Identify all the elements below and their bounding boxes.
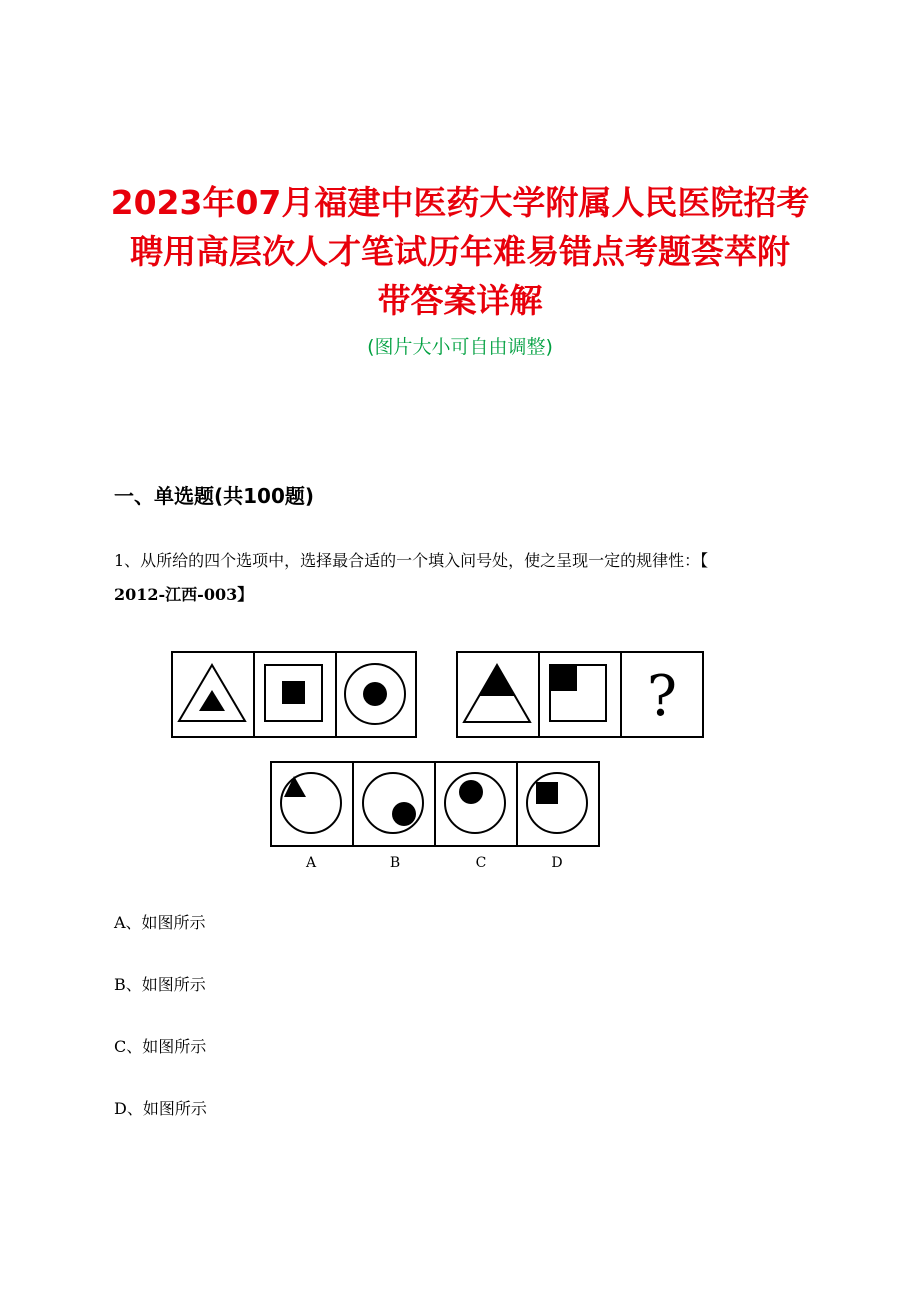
answer-option-c[interactable]: C、如图所示 — [114, 1037, 207, 1056]
title-line: 聘用高层次人才笔试历年难易错点考题荟萃附 — [130, 232, 790, 271]
option-a-circle — [281, 773, 341, 833]
question-stem: 1、从所给的四个选项中，选择最合适的一个填入问号处，使之呈现一定的规律性：【 — [114, 551, 709, 570]
black-triangle-shape — [479, 665, 515, 696]
answer-option-b[interactable]: B、如图所示 — [114, 975, 206, 994]
black-circle-shape — [363, 682, 387, 706]
black-square-shape — [550, 665, 577, 691]
option-c-mark — [459, 780, 483, 804]
black-square-shape — [282, 681, 305, 704]
option-b-circle — [363, 773, 423, 833]
title-line: 2023年07月福建中医药大学附属人民医院招考 — [110, 183, 810, 222]
option-label: A — [305, 855, 317, 871]
black-triangle-shape — [199, 690, 225, 711]
question-mark: ? — [646, 664, 678, 729]
answer-option-a[interactable]: A、如图所示 — [114, 913, 206, 932]
option-label: B — [389, 855, 401, 871]
subtitle-note: (图片大小可自由调整) — [367, 336, 553, 358]
title-line: 带答案详解 — [377, 281, 543, 320]
option-a-mark — [284, 776, 306, 797]
option-b-mark — [392, 802, 416, 826]
question-source: 2012-江西-003】 — [114, 585, 254, 604]
option-d-mark — [536, 782, 558, 804]
section-heading: 一、单选题(共100题) — [114, 484, 315, 508]
answer-option-d[interactable]: D、如图所示 — [114, 1099, 207, 1118]
option-label: C — [475, 855, 487, 871]
option-label: D — [551, 855, 563, 871]
